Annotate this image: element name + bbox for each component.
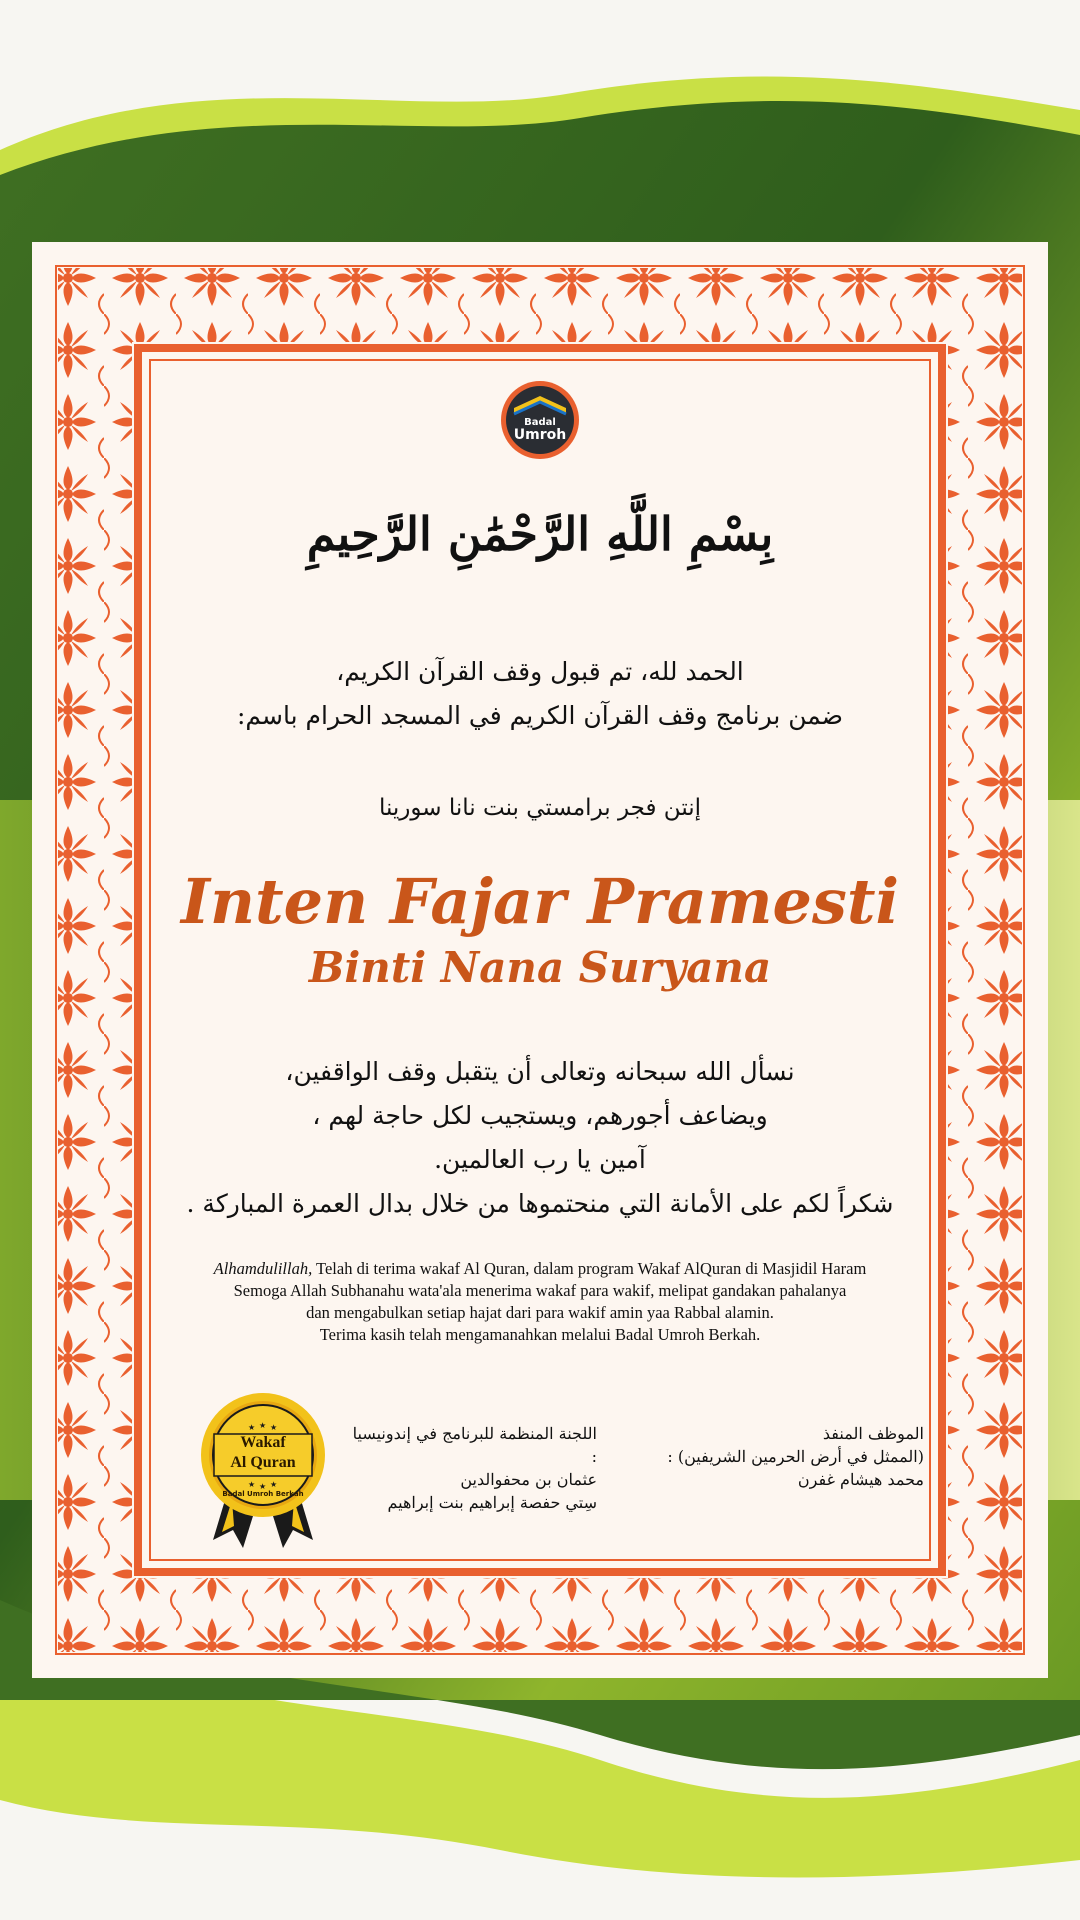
certificate	[32, 242, 1048, 1678]
signature-line: سِتي حفصة إبراهيم بنت إبراهيم	[387, 1493, 597, 1512]
signature-officer	[632, 1422, 924, 1491]
arabic-prayer	[122, 1050, 958, 1226]
seal-footer: Badal Umroh Berkah	[222, 1490, 304, 1498]
latin-line-1-rest: Telah di terima wakaf Al Quran, dalam program Wakaf AlQuran di Masjidil Haram	[312, 1259, 867, 1278]
recipient-parent: Binti Nana Suryana	[308, 943, 772, 992]
latin-line	[142, 1258, 938, 1280]
prayer-line: شكراً لكم على الأمانة التي منحتموها من خلال بدال العمرة المباركة .	[186, 1189, 894, 1218]
basmala-calligraphy: بِسْمِ اللَّهِ الرَّحْمَٰنِ الرَّحِيمِ	[306, 507, 774, 561]
latin-line: dan mengabulkan setiap hajat dari para wakif amin yaa Rabbal alamin.	[306, 1303, 774, 1322]
prayer-line: ويضاعف أجورهم، ويستجيب لكل حاجة لهم ،	[312, 1101, 768, 1130]
signature-line: محمد هيشام غفرن	[797, 1470, 924, 1489]
svg-text:★: ★	[270, 1480, 278, 1489]
signature-line: اللجنة المنظمة للبرنامج في إندونيسيا :	[352, 1424, 597, 1466]
latin-lead: Alhamdulillah,	[213, 1259, 313, 1278]
prayer-line: آمين يا رب العالمين.	[434, 1145, 646, 1174]
seal-line-1: Wakaf	[240, 1434, 286, 1451]
badal-umroh-logo	[500, 380, 580, 460]
latin-line: Terima kasih telah mengamanahkan melalui Badal Umroh Berkah.	[319, 1325, 761, 1344]
logo-line-2: Umroh	[513, 427, 567, 443]
svg-text:★: ★	[259, 1482, 267, 1491]
indonesian-text	[142, 1258, 938, 1346]
recipient-name: Inten Fajar Pramesti	[180, 865, 900, 938]
prayer-line: نسأل الله سبحانه وتعالى أن يتقبل وقف الواقفين،	[285, 1057, 795, 1086]
arabic-recipient-name: إنتن فجر برامستي بنت نانا سورينا	[378, 795, 702, 821]
wakaf-seal	[198, 1390, 328, 1550]
logo-line-1: Badal	[524, 417, 556, 428]
svg-text:★: ★	[270, 1423, 278, 1432]
signature-committee	[352, 1422, 597, 1514]
svg-text:★: ★	[248, 1480, 256, 1489]
svg-text:★: ★	[259, 1421, 267, 1430]
signature-line: (الممثل في أرض الحرمين الشريفين) :	[667, 1447, 924, 1466]
seal-line-2: Al Quran	[230, 1454, 296, 1471]
latin-line: Semoga Allah Subhanahu wata'ala menerima wakaf para wakif, melipat gandakan pahalanya	[233, 1281, 847, 1300]
arabic-intro-line: ضمن برنامج وقف القرآن الكريم في المسجد الحرام باسم:	[237, 701, 843, 730]
arabic-intro	[122, 650, 958, 738]
arabic-intro-line: الحمد لله، تم قبول وقف القرآن الكريم،	[336, 657, 744, 686]
signature-line: الموظف المنفذ	[822, 1424, 924, 1443]
svg-text:★: ★	[248, 1423, 256, 1432]
signature-line: عثمان بن محفوالدين	[460, 1470, 597, 1489]
